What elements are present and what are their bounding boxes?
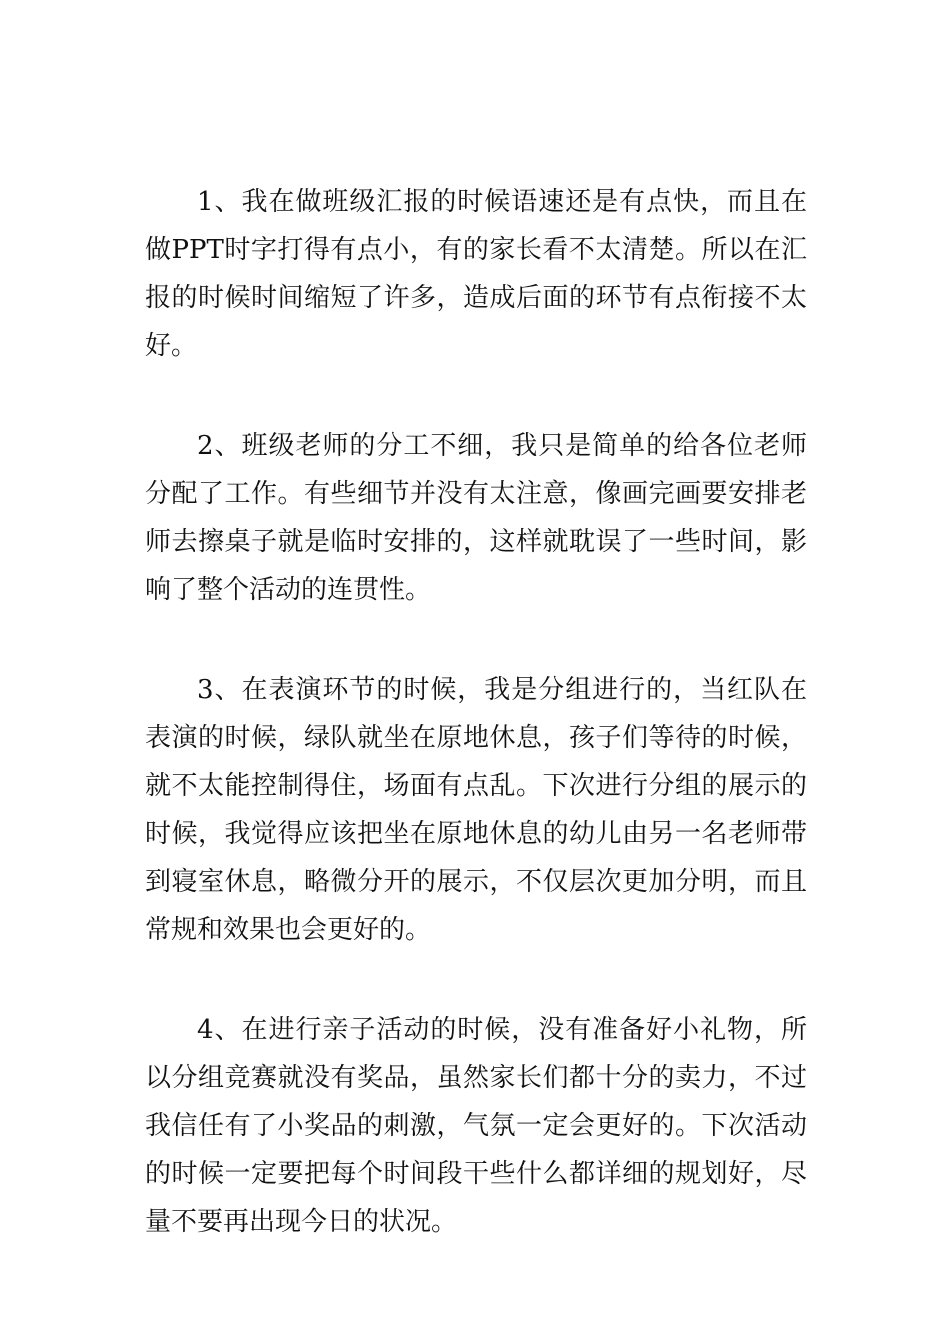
paragraph-3: 3、在表演环节的时候，我是分组进行的，当红队在表演的时候，绿队就坐在原地休息，孩子们等待的时候，就不太能控制得住，场面有点乱。下次进行分组的展示的时候，我觉得应该把坐在原地休息的幼儿由另一名老师带到寝室休息，略微分开的展示，不仅层次更加分明，而且常规和效果也会更好的。 [145, 675, 807, 945]
document-body [145, 178, 807, 1246]
paragraph-2: 2、班级老师的分工不细，我只是简单的给各位老师分配了工作。有些细节并没有太注意，像画完画要安排老师去擦桌子就是临时安排的，这样就耽误了一些时间，影响了整个活动的连贯性。 [145, 431, 807, 605]
paragraph-4: 4、在进行亲子活动的时候，没有准备好小礼物，所以分组竞赛就没有奖品，虽然家长们都十分的卖力，不过我信任有了小奖品的刺激，气氛一定会更好的。下次活动的时候一定要把每个时间段干些什么都详细的规划好，尽量不要再出现今日的状况。 [145, 1015, 807, 1237]
paragraph-1: 1、我在做班级汇报的时候语速还是有点快，而且在做PPT时字打得有点小，有的家长看不太清楚。所以在汇报的时候时间缩短了许多，造成后面的环节有点衔接不太好。 [145, 187, 807, 361]
